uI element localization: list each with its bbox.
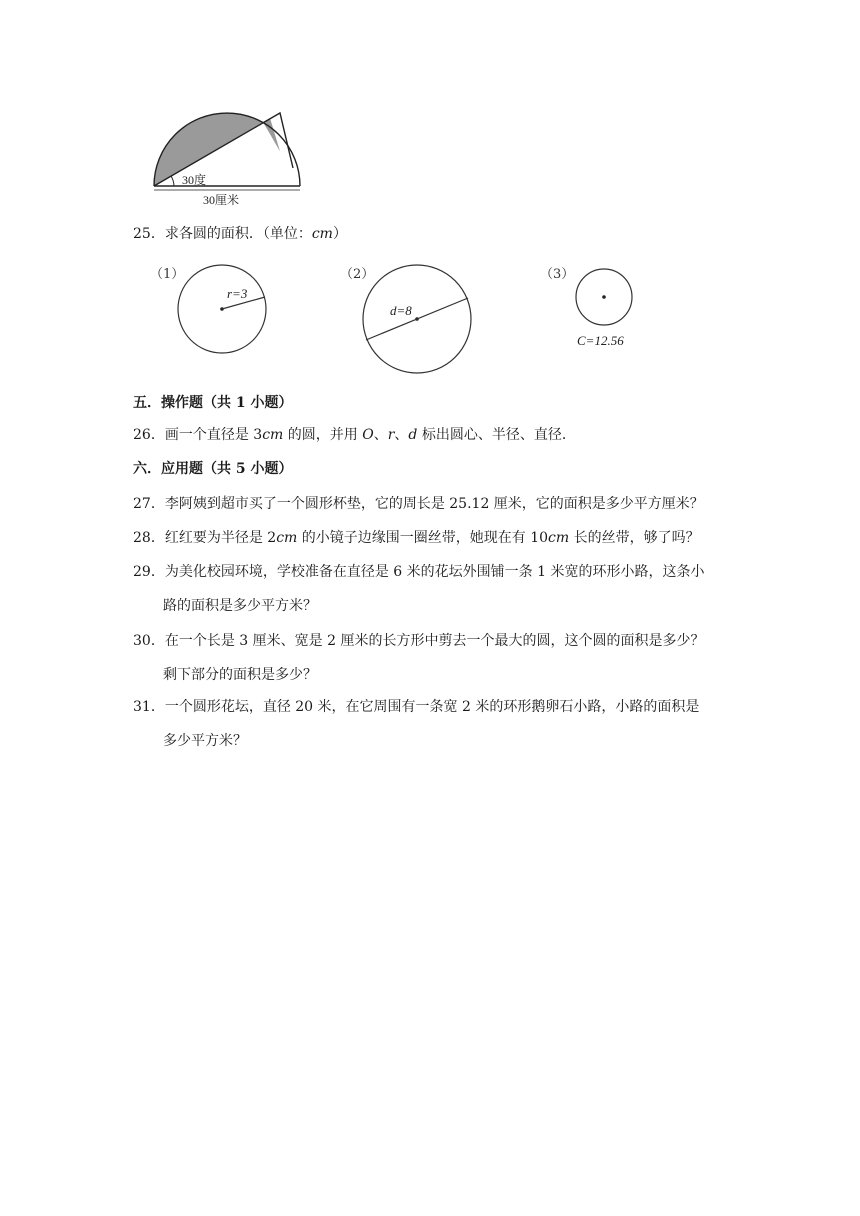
question-26 [133,425,576,445]
q28-cm2: cm [548,530,570,546]
q28-number: 28． [133,530,165,546]
section-5-count: 1 [235,395,246,411]
q27-text: 李阿姨到超市买了一个圆形杯垫，它的周长是 25.12 厘米，它的面积是多少平方厘米？ [164,496,704,512]
section-5-title-a: 五．操作题（共 [133,395,236,411]
q29-number: 29． [133,564,165,580]
circle-3-label: C=12.56 [577,333,624,348]
q26-r: r [387,427,395,443]
circle-1-label: r=3 [227,286,248,301]
q26-t2: 的圆，并用 [283,427,363,443]
section-5-heading [133,393,293,413]
circle-1-index: （1） [150,267,185,282]
length-label: 30厘米 [203,193,240,207]
question-29-line2: 路的面积是多少平方米？ [163,598,317,614]
q28-cm1: cm [276,530,298,546]
angle-label: 30度 [182,173,207,187]
circle-2-figure [360,262,476,378]
question-29-line1 [133,562,704,582]
q29-line1: 为美化校园环境，学校准备在直径是 6 米的花坛外围铺一条 1 米宽的环形小路，这条小 [164,564,705,580]
q30-number: 30． [133,633,165,649]
circle-3-center [602,295,606,299]
q26-d: d [408,427,418,443]
q25-text: 求各圆的面积．（单位： [164,226,312,242]
question-31-line1 [133,697,699,717]
q25-unit: cm [311,226,333,242]
section-6-heading [133,459,293,479]
q25-close: ） [332,226,347,242]
q30-line1: 在一个长是 3 厘米、宽是 2 厘米的长方形中剪去一个最大的圆，这个圆的面积是多少？ [164,633,705,649]
circle-2-diameter [366,298,468,340]
section-6-count: 5 [235,461,246,477]
q28-t2: 的小镜子边缘围一圈丝带，她现在有 10 [297,530,549,546]
question-28 [133,528,700,548]
circle-2-index: （2） [340,267,375,282]
question-25 [133,224,347,244]
question-30-line1 [133,631,704,651]
q26-sep2: 、 [394,427,409,443]
circle-3-index: （3） [540,267,575,282]
q31-number: 31． [133,699,165,715]
q26-cm: cm [262,427,284,443]
q25-number: 25． [133,226,165,242]
question-30-line2: 剩下部分的面积是多少？ [163,667,317,683]
section-6-title-b: 小题） [245,461,293,477]
question-27 [133,494,704,514]
q27-number: 27． [133,496,165,512]
q26-sep1: 、 [373,427,388,443]
q26-number: 26． [133,427,165,443]
section-6-title-a: 六．应用题（共 [133,461,236,477]
semicircle-figure [148,108,308,208]
question-31-line2: 多少平方米？ [163,733,247,749]
q26-O: O [362,427,374,443]
q28-t1: 红红要为半径是 2 [164,530,277,546]
q28-t3: 长的丝带，够了吗？ [569,530,700,546]
q26-t1: 画一个直径是 3 [164,427,263,443]
circle-1-figure [175,262,271,358]
q31-line1: 一个圆形花坛，直径 20 米，在它周围有一条宽 2 米的环形鹅卵石小路，小路的面积是 [164,699,700,715]
circle-3-figure [570,266,650,350]
circle-2-label: d=8 [390,303,412,318]
section-5-title-b: 小题） [245,395,293,411]
q26-t3: 标出圆心、半径、直径． [417,427,576,443]
